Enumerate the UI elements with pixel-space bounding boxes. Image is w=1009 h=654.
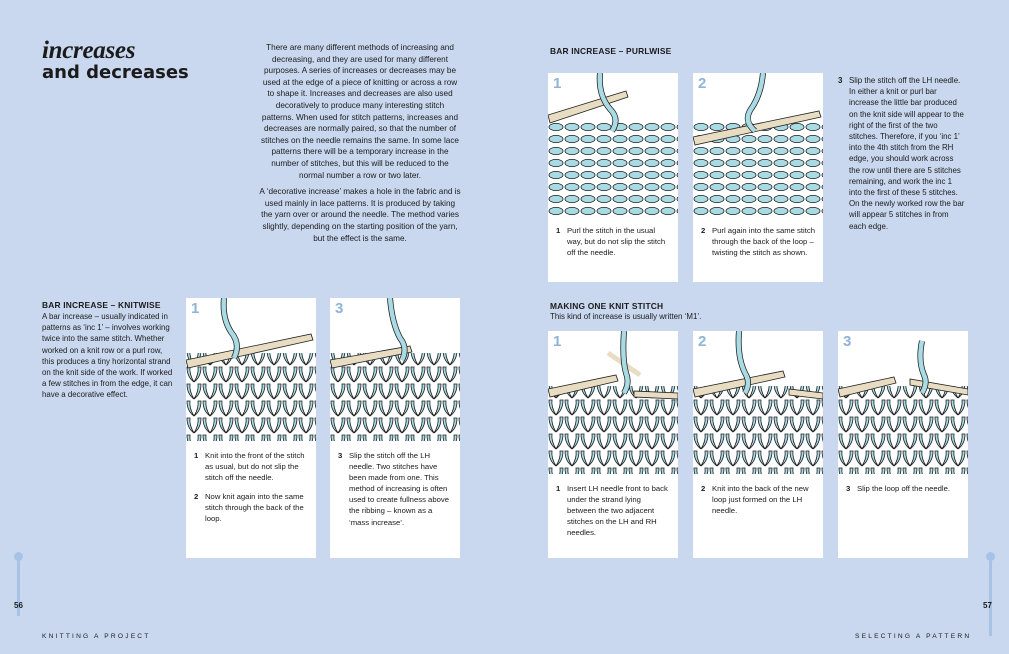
intro-paragraph-1: There are many different methods of increasing and decreasing, and they are used for many different purposes. A series of increases or decreases may be used at the edge of a piece of knitting or across a row to shape it. Increases and decreases are also used decoratively to produce many interesting stitch patterns. When used for stitch patterns, increases and decreases are normally paired, so that the number of stitches on the needle remains the same. In some lace patterns there will be a temporary increase in the number of stitches, but this will be reduced to the normal number a row or two later. xyxy=(261,43,459,180)
step-text: Knit into the front of the stitch as usual, but do not slip the stitch off the needle. xyxy=(205,451,305,483)
knitwise-panel-3 xyxy=(330,298,460,558)
m1-panel-2 xyxy=(693,331,823,558)
step-number: 2 xyxy=(701,484,706,493)
step-number: 1 xyxy=(556,226,561,235)
m1-illustration-2 xyxy=(693,331,823,474)
step-text: Insert LH needle front to back under the strand lying between the two adjacent stitches on the LH and RH needles. xyxy=(567,484,668,538)
intro-paragraph-2: A ‘decorative increase’ makes a hole in the fabric and is used mainly in lace patterns. It is produced by taking the yarn over or around the needle. The method varies slightly, depending on the starting position of the yarn, but the effect is the same. xyxy=(259,187,461,243)
bar-knitwise-heading: BAR INCREASE – KNITWISE xyxy=(42,300,161,310)
purlwise-illustration-2 xyxy=(693,73,823,216)
page-number-left: 56 xyxy=(14,601,23,610)
purlwise-step-3 xyxy=(838,75,966,232)
m1-heading: MAKING ONE KNIT STITCH xyxy=(550,301,664,311)
panel-step-number: 2 xyxy=(698,75,707,92)
step-text: Purl again into the same stitch through the back of the loop – twisting the stitch as shown. xyxy=(712,226,815,258)
panel-step-number: 1 xyxy=(553,333,562,350)
m1-panel-1 xyxy=(548,331,678,558)
step-number: 2 xyxy=(701,226,706,235)
purlwise-caption-2 xyxy=(701,225,817,266)
step-number: 2 xyxy=(194,492,199,502)
step-number: 3 xyxy=(338,451,343,460)
step-number: 1 xyxy=(556,484,561,493)
m1-panel-3 xyxy=(838,331,968,558)
panel-step-number: 1 xyxy=(553,75,562,92)
step-text: Slip the loop off the needle. xyxy=(857,484,951,493)
knitwise-caption-3 xyxy=(338,450,454,536)
step-text: Slip the stitch off the LH needle. In either a knit or purl bar increase the little bar produced on the knit side will appear to the right of the first of the two stitches. Therefore, if you ‘inc 1’ into the 4th stitch from the RH edge, you should work across the row until there are 5 stitches remaining, and work the inc 1 into the first of these 5 stitches. On the newly worked row the bar will appear 5 stitches in from each edge. xyxy=(849,76,965,231)
knitwise-illustration-3 xyxy=(330,298,460,441)
purlwise-caption-1 xyxy=(556,225,672,266)
page-number-right: 57 xyxy=(983,601,992,610)
purlwise-illustration-1 xyxy=(548,73,678,216)
step-number: 3 xyxy=(846,484,851,493)
knitting-needle-icon xyxy=(14,552,23,561)
intro-text xyxy=(259,42,461,249)
m1-caption-1 xyxy=(556,483,672,546)
purlwise-panel-1 xyxy=(548,73,678,282)
page-title-line2: and decreases xyxy=(42,62,189,83)
step-text: Slip the stitch off the LH needle. Two stitches have been made from one. This method of increasing is often used to create fullness above the ribbing – known as a ‘mass increase’. xyxy=(349,451,450,527)
knitting-needle-icon xyxy=(986,552,995,561)
step-number: 3 xyxy=(838,76,843,85)
step-text: Purl the stitch in the usual way, but do not slip the stitch off the needle. xyxy=(567,226,666,258)
m1-caption-3 xyxy=(846,483,962,502)
step-text: Knit into the back of the new loop just formed on the LH needle. xyxy=(712,484,809,516)
m1-illustration-1 xyxy=(548,331,678,474)
footer-right: SELECTING A PATTERN xyxy=(855,633,972,640)
knitwise-illustration-1 xyxy=(186,298,316,441)
panel-step-number: 3 xyxy=(843,333,852,350)
purlwise-panel-2 xyxy=(693,73,823,282)
panel-step-number: 1 xyxy=(191,300,200,317)
step-text: Now knit again into the same stitch through the back of the loop. xyxy=(205,492,304,524)
panel-step-number: 2 xyxy=(698,333,707,350)
m1-caption-2 xyxy=(701,483,817,524)
panel-step-number: 3 xyxy=(335,300,344,317)
needle-decoration-right xyxy=(989,556,992,636)
step-number: 1 xyxy=(194,451,199,460)
m1-subheading: This kind of increase is usually written ‘M1’. xyxy=(550,312,702,321)
bar-purlwise-heading: BAR INCREASE – PURLWISE xyxy=(550,46,672,56)
footer-left: KNITTING A PROJECT xyxy=(42,633,151,640)
knitwise-caption-1 xyxy=(194,450,310,533)
bar-knitwise-text: A bar increase – usually indicated in patterns as ‘inc 1’ – involves working twice into the same stitch. Whether worked on a knit row or a purl row, this produces a tiny horizontal strand on the knit side of the work. If worked a few stitches in from the edge, it can have a decorative effect. xyxy=(42,312,173,400)
knitwise-panel-1 xyxy=(186,298,316,558)
page-title-line1: increases xyxy=(42,37,136,64)
m1-illustration-3 xyxy=(838,331,968,474)
